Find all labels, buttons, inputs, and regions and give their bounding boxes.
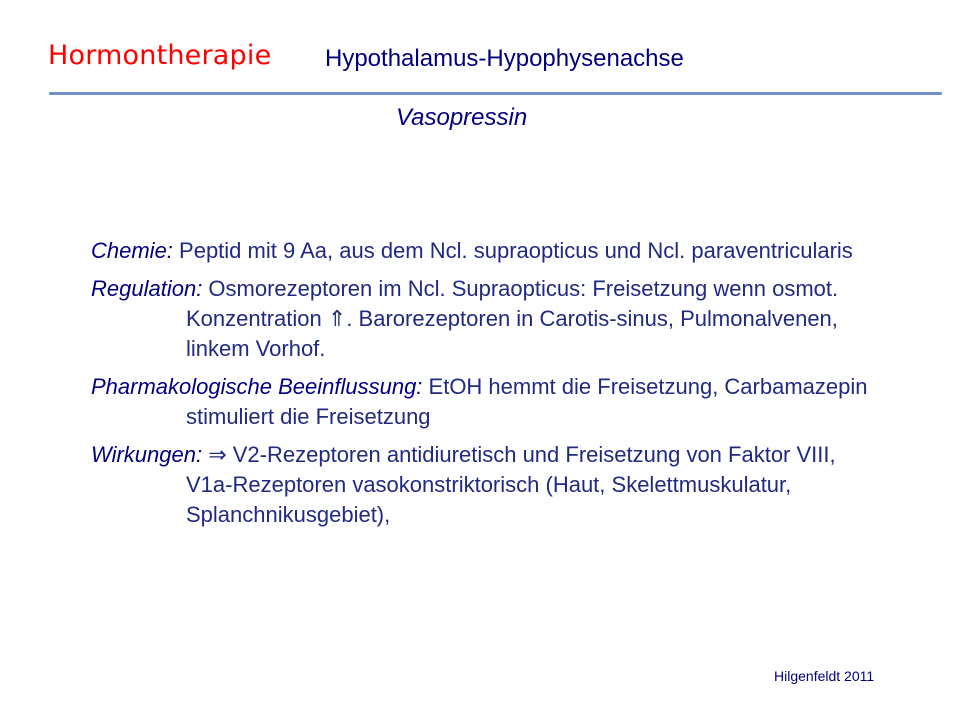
paragraph-regulation xyxy=(91,274,881,364)
text-regulation-after: . Barorezeptoren in Carotis-sinus, Pulmonalvenen, linkem Vorhof. xyxy=(186,306,838,361)
footer-credit: Hilgenfeldt 2011 xyxy=(774,668,875,684)
text-regulation-before: Osmorezeptoren im Ncl. Supraopticus: Freisetzung wenn osmot. Konzentration xyxy=(186,276,839,331)
text-chemie: Peptid mit 9 Aa, aus dem Ncl. supraopticus und Ncl. paraventricularis xyxy=(172,238,853,263)
header-divider xyxy=(49,92,942,95)
content-body xyxy=(91,236,881,538)
label-wirkungen: Wirkungen: xyxy=(91,442,203,467)
slide-title: Hormontherapie xyxy=(48,40,272,71)
text-pharmakologie: EtOH hemmt die Freisetzung, Carbamazepin stimuliert die Freisetzung xyxy=(186,374,868,429)
slide-subtitle: Hypothalamus-Hypophysenachse xyxy=(325,45,684,72)
right-arrow-icon: ⇒ xyxy=(202,442,233,467)
label-pharmakologie: Pharmakologische Beeinflussung: xyxy=(91,374,423,399)
topic-heading: Vasopressin xyxy=(396,104,528,131)
paragraph-wirkungen xyxy=(91,440,881,530)
label-chemie: Chemie: xyxy=(91,238,173,263)
text-wirkungen: V2-Rezeptoren antidiuretisch und Freisetzung von Faktor VIII, V1a-Rezeptoren vasokonstriktorisch (Haut, Skelettmuskulatur, Splanchnikusgebiet), xyxy=(186,442,836,527)
paragraph-pharmakologie xyxy=(91,372,881,432)
label-regulation: Regulation: xyxy=(91,276,203,301)
paragraph-chemie xyxy=(91,236,881,266)
up-arrow-icon: ⇑ xyxy=(327,306,347,331)
